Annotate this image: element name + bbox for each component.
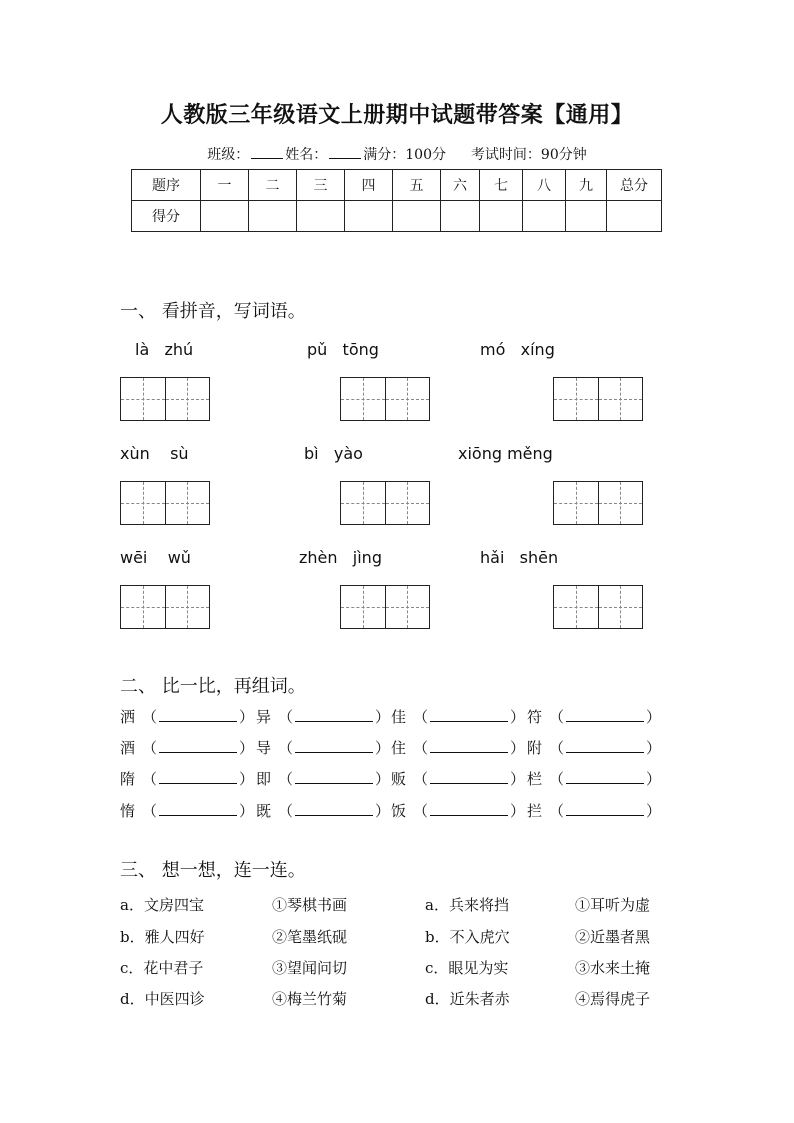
compare-char: 附 <box>527 739 543 757</box>
match-item[interactable]: a．兵来将挡 <box>425 896 509 914</box>
writing-grid[interactable] <box>553 377 643 421</box>
writing-grid[interactable] <box>120 585 210 629</box>
answer-blank[interactable] <box>430 738 508 753</box>
compare-item: 导 （ ） <box>256 739 391 757</box>
compare-char: 拦 <box>527 802 543 820</box>
writing-grid[interactable] <box>553 481 643 525</box>
name-label: 姓名： <box>285 147 328 163</box>
score-cell[interactable] <box>201 201 249 232</box>
answer-blank[interactable] <box>159 738 237 753</box>
pinyin-label: mó xíng <box>480 340 555 359</box>
table-cell: 九 <box>566 170 607 201</box>
answer-blank[interactable] <box>295 769 373 784</box>
table-cell: 四 <box>345 170 393 201</box>
answer-blank[interactable] <box>295 801 373 816</box>
match-item[interactable]: a．文房四宝 <box>120 896 204 914</box>
section2-title: 二、 比一比，再组词。 <box>120 676 306 697</box>
compare-char: 即 <box>256 770 272 788</box>
writing-grid[interactable] <box>340 481 430 525</box>
compare-char: 惰 <box>120 802 136 820</box>
answer-blank[interactable] <box>295 738 373 753</box>
answer-blank[interactable] <box>566 707 644 722</box>
compare-char: 栏 <box>527 770 543 788</box>
table-cell: 五 <box>393 170 441 201</box>
name-blank[interactable] <box>329 146 361 159</box>
pinyin-label: hǎi shēn <box>480 548 559 567</box>
compare-item: 贩 （ ） <box>391 770 526 788</box>
match-item[interactable]: ③望闻问切 <box>272 959 348 977</box>
table-cell: 三 <box>297 170 345 201</box>
answer-blank[interactable] <box>159 707 237 722</box>
match-item[interactable]: b．不入虎穴 <box>425 928 510 946</box>
answer-blank[interactable] <box>159 769 237 784</box>
table-cell: 总分 <box>607 170 662 201</box>
match-item[interactable]: b．雅人四好 <box>120 928 205 946</box>
compare-char: 洒 <box>120 708 136 726</box>
score-cell[interactable] <box>249 201 297 232</box>
table-cell: 二 <box>249 170 297 201</box>
table-cell: 七 <box>480 170 523 201</box>
table-cell: 一 <box>201 170 249 201</box>
match-item[interactable]: ③水来土掩 <box>575 959 651 977</box>
match-item[interactable]: c．眼见为实 <box>425 959 509 977</box>
compare-char: 饭 <box>391 802 407 820</box>
pinyin-label: pǔ tōng <box>307 340 379 359</box>
answer-blank[interactable] <box>566 801 644 816</box>
score-table-score-row <box>132 201 662 232</box>
answer-blank[interactable] <box>159 801 237 816</box>
compare-item: 住 （ ） <box>391 739 526 757</box>
compare-char: 既 <box>256 802 272 820</box>
compare-char: 住 <box>391 739 407 757</box>
answer-blank[interactable] <box>566 769 644 784</box>
answer-blank[interactable] <box>430 707 508 722</box>
score-cell[interactable] <box>523 201 566 232</box>
answer-blank[interactable] <box>295 707 373 722</box>
compare-item: 酒 （ ） <box>120 739 255 757</box>
writing-grid[interactable] <box>553 585 643 629</box>
compare-item: 既 （ ） <box>256 802 391 820</box>
compare-char: 酒 <box>120 739 136 757</box>
pinyin-label: xiōng měng <box>458 444 553 463</box>
class-label: 班级： <box>207 147 250 163</box>
answer-blank[interactable] <box>566 738 644 753</box>
compare-item: 隋 （ ） <box>120 770 255 788</box>
writing-grid[interactable] <box>340 377 430 421</box>
section1-title: 一、 看拼音，写词语。 <box>120 301 306 322</box>
pinyin-label: zhèn jìng <box>299 548 382 567</box>
compare-item: 即 （ ） <box>256 770 391 788</box>
writing-grid[interactable] <box>340 585 430 629</box>
page-title: 人教版三年级语文上册期中试题带答案【通用】 <box>160 102 634 128</box>
answer-blank[interactable] <box>430 801 508 816</box>
match-item[interactable]: ①琴棋书画 <box>272 896 348 914</box>
match-item[interactable]: ④焉得虎子 <box>575 990 651 1008</box>
compare-char: 贩 <box>391 770 407 788</box>
compare-item: 符 （ ） <box>527 708 662 726</box>
compare-char: 导 <box>256 739 272 757</box>
match-item[interactable]: ②笔墨纸砚 <box>272 928 348 946</box>
match-item[interactable]: d．中医四诊 <box>120 990 205 1008</box>
score-cell[interactable] <box>441 201 480 232</box>
pinyin-label: xùn sù <box>120 444 189 463</box>
exam-time: 考试时间：90分钟 <box>470 147 587 163</box>
score-cell[interactable] <box>480 201 523 232</box>
writing-grid[interactable] <box>120 481 210 525</box>
answer-blank[interactable] <box>430 769 508 784</box>
match-item[interactable]: ①耳听为虚 <box>575 896 651 914</box>
compare-item: 饭 （ ） <box>391 802 526 820</box>
match-item[interactable]: c．花中君子 <box>120 959 204 977</box>
compare-char: 佳 <box>391 708 407 726</box>
compare-item: 栏 （ ） <box>527 770 662 788</box>
match-item[interactable]: ②近墨者黑 <box>575 928 651 946</box>
pinyin-label: wēi wǔ <box>120 548 191 567</box>
score-cell[interactable] <box>607 201 662 232</box>
score-cell[interactable] <box>393 201 441 232</box>
compare-item: 附 （ ） <box>527 739 662 757</box>
pinyin-label: là zhú <box>135 340 194 359</box>
compare-char: 异 <box>256 708 272 726</box>
compare-item: 异 （ ） <box>256 708 391 726</box>
score-cell[interactable] <box>345 201 393 232</box>
score-cell[interactable] <box>566 201 607 232</box>
compare-char: 符 <box>527 708 543 726</box>
score-table-header-row <box>132 170 662 201</box>
table-cell: 得分 <box>132 201 201 232</box>
table-cell: 六 <box>441 170 480 201</box>
table-cell: 题序 <box>132 170 201 201</box>
match-item[interactable]: d．近朱者赤 <box>425 990 510 1008</box>
compare-item: 洒 （ ） <box>120 708 255 726</box>
compare-char: 隋 <box>120 770 136 788</box>
full-score: 满分：100分 <box>363 147 446 163</box>
writing-grid[interactable] <box>120 377 210 421</box>
compare-item: 拦 （ ） <box>527 802 662 820</box>
class-blank[interactable] <box>251 146 283 159</box>
score-table <box>131 169 662 232</box>
pinyin-label: bì yào <box>304 444 363 463</box>
compare-item: 佳 （ ） <box>391 708 526 726</box>
table-cell: 八 <box>523 170 566 201</box>
match-item[interactable]: ④梅兰竹菊 <box>272 990 348 1008</box>
compare-item: 惰 （ ） <box>120 802 255 820</box>
exam-info <box>0 144 794 164</box>
score-cell[interactable] <box>297 201 345 232</box>
section3-title: 三、 想一想，连一连。 <box>120 860 306 881</box>
